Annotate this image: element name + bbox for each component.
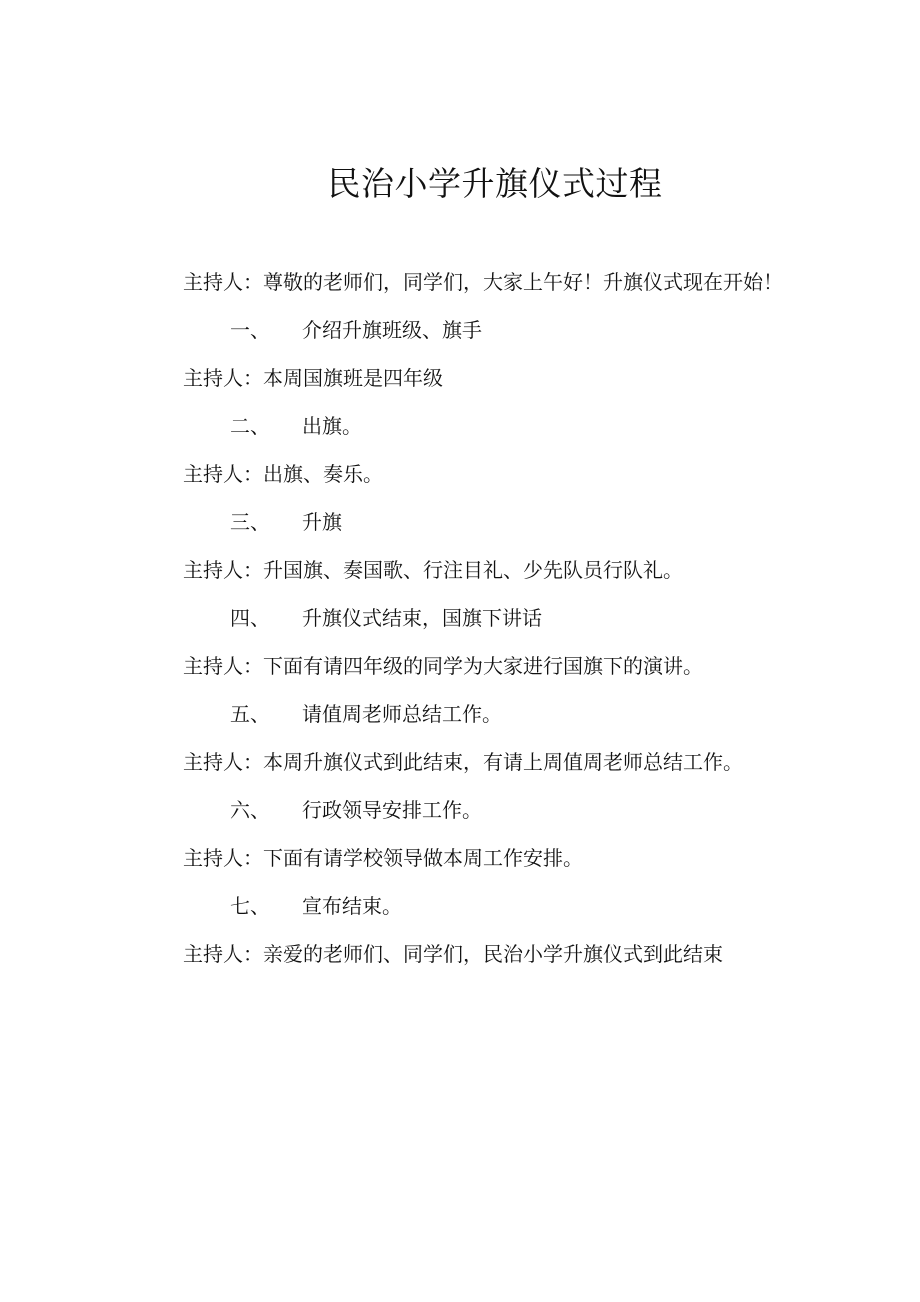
host-line-4: 主持人：下面有请四年级的同学为大家进行国旗下的演讲。 — [183, 654, 703, 678]
host-line-1: 主持人：本周国旗班是四年级 — [183, 366, 443, 390]
host-line-3: 主持人：升国旗、奏国歌、行注目礼、少先队员行队礼。 — [183, 558, 683, 582]
section-heading-text: 宣布结束。 — [302, 894, 402, 918]
host-line-5: 主持人：本周升旗仪式到此结束，有请上周值周老师总结工作。 — [183, 750, 743, 774]
section-number: 六、 — [230, 798, 270, 822]
section-heading-text: 出旗。 — [302, 414, 362, 438]
section-heading-text: 请值周老师总结工作。 — [302, 702, 502, 726]
section-number: 一、 — [230, 318, 270, 342]
section-heading-text: 升旗仪式结束，国旗下讲话 — [302, 606, 542, 630]
section-heading-7 — [140, 882, 790, 930]
section-heading-4 — [140, 594, 790, 642]
section-heading-text: 升旗 — [302, 510, 342, 534]
section-heading-3 — [140, 498, 790, 546]
host-line-6: 主持人：下面有请学校领导做本周工作安排。 — [183, 846, 583, 870]
section-heading-6 — [140, 786, 790, 834]
section-number: 七、 — [230, 894, 270, 918]
section-heading-text: 行政领导安排工作。 — [302, 798, 482, 822]
section-number: 二、 — [230, 414, 270, 438]
host-line-7: 主持人：亲爱的老师们、同学们，民治小学升旗仪式到此结束 — [183, 942, 723, 966]
document-title: 民治小学升旗仪式过程 — [327, 164, 663, 203]
section-heading-5 — [140, 690, 790, 738]
section-heading-2 — [140, 402, 790, 450]
host-line-2: 主持人：出旗、奏乐。 — [183, 462, 383, 486]
section-heading-1 — [140, 306, 790, 354]
document-body — [140, 258, 790, 978]
section-number: 五、 — [230, 702, 270, 726]
section-number: 三、 — [230, 510, 270, 534]
intro-paragraph: 主持人：尊敬的老师们，同学们，大家上午好！升旗仪式现在开始！ — [183, 270, 783, 294]
section-number: 四、 — [230, 606, 270, 630]
section-heading-text: 介绍升旗班级、旗手 — [302, 318, 482, 342]
